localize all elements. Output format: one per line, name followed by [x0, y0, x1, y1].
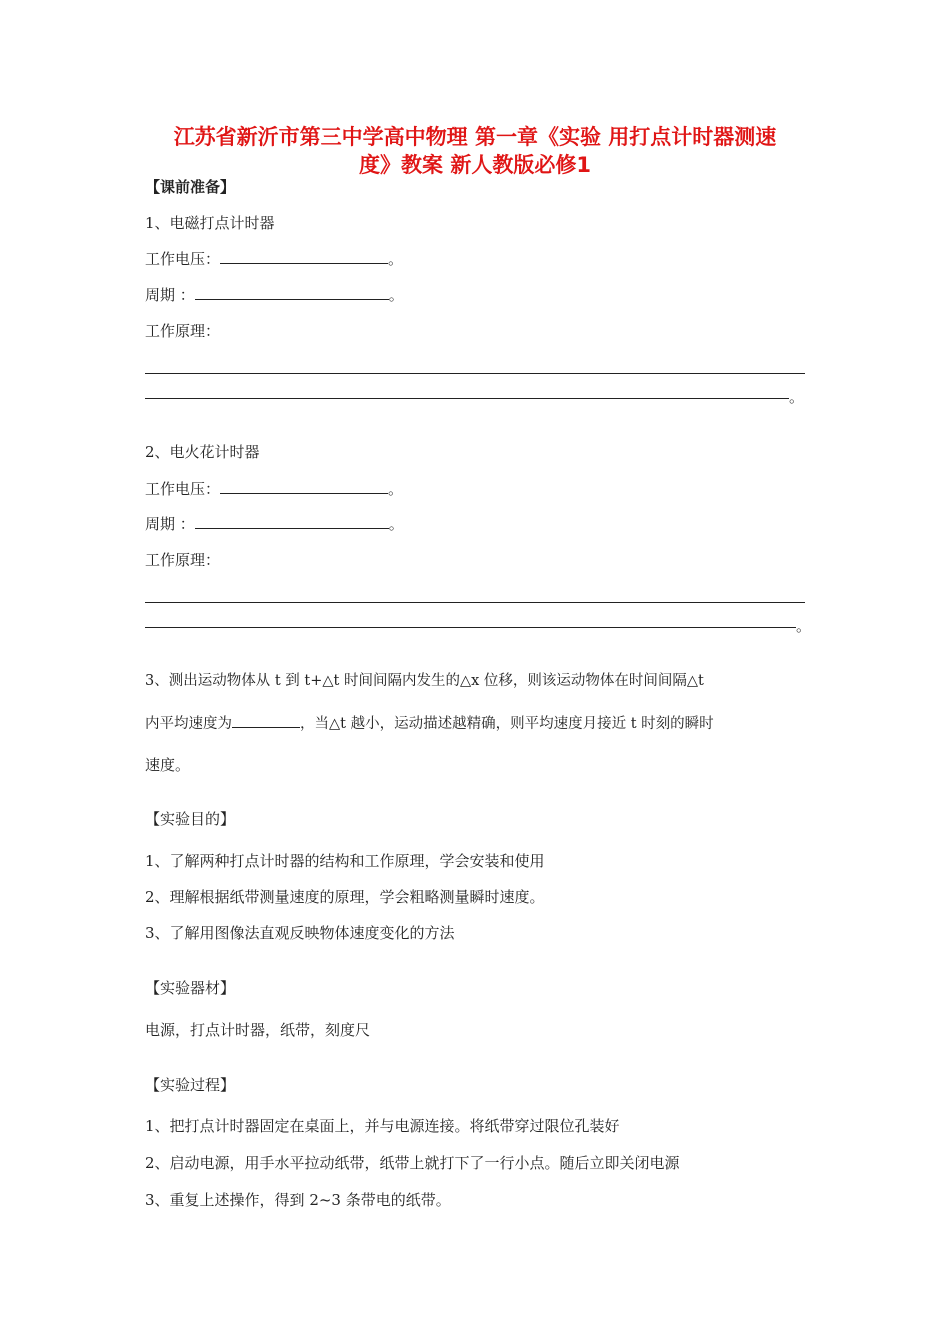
item2-voltage-end: 。 — [388, 480, 404, 498]
equipment-heading: 【实验器材】 — [145, 979, 236, 997]
item1-period-row — [145, 284, 404, 306]
document-title-line-2: 度》教案 新人教版必修1 — [359, 153, 591, 177]
item2-voltage-label: 工作电压： — [145, 480, 221, 498]
item1-voltage-row — [145, 248, 403, 270]
average-velocity-blank[interactable] — [232, 713, 300, 728]
purpose-heading: 【实验目的】 — [145, 810, 236, 828]
item3-line-2-before: 内平均速度为 — [145, 716, 232, 732]
item2-principle-blank-2[interactable] — [145, 627, 796, 628]
item2-name: 2、电火花计时器 — [145, 443, 260, 461]
item1-voltage-label: 工作电压： — [145, 250, 221, 268]
item2-principle-blank-1[interactable] — [145, 602, 805, 603]
item1-period-blank[interactable] — [195, 285, 389, 300]
item2-period-label: 周期 ： — [145, 515, 195, 533]
process-heading: 【实验过程】 — [145, 1076, 236, 1094]
purpose-item-3: 3、了解用图像法直观反映物体速度变化的方法 — [145, 924, 455, 942]
item2-period-end: 。 — [388, 515, 404, 533]
item1-voltage-blank[interactable] — [220, 249, 388, 264]
item2-period-row — [145, 513, 404, 535]
item1-principle-label: 工作原理： — [145, 322, 221, 340]
item1-period-label: 周期 ： — [145, 286, 195, 304]
item1-principle-blank-2[interactable] — [145, 398, 789, 399]
item2-voltage-blank[interactable] — [220, 479, 388, 494]
item2-principle-label: 工作原理： — [145, 551, 221, 569]
item1-name: 1、电磁打点计时器 — [145, 214, 275, 232]
item1-period-end: 。 — [388, 286, 404, 304]
item3-line-2-after: ，当△t 越小，运动描述越精确，则平均速度月接近 t 时刻的瞬时 — [300, 716, 714, 732]
item3-line-1: 3、测出运动物体从 t 到 t+△t 时间间隔内发生的△x 位移，则该运动物体在时间间隔△t — [145, 673, 704, 689]
item2-period-blank[interactable] — [195, 514, 389, 529]
prep-heading: 【课前准备】 — [145, 178, 236, 196]
purpose-item-2: 2、理解根据纸带测量速度的原理，学会粗略测量瞬时速度。 — [145, 888, 545, 906]
item1-principle-end: 。 — [789, 388, 805, 406]
item2-voltage-row — [145, 478, 403, 500]
process-item-1: 1、把打点计时器固定在桌面上，并与电源连接。将纸带穿过限位孔装好 — [145, 1117, 620, 1135]
purpose-item-1: 1、了解两种打点计时器的结构和工作原理，学会安装和使用 — [145, 852, 545, 870]
item2-principle-end: 。 — [796, 617, 812, 635]
process-item-2: 2、启动电源，用手水平拉动纸带，纸带上就打下了一行小点。随后立即关闭电源 — [145, 1154, 680, 1172]
item1-voltage-end: 。 — [388, 250, 404, 268]
document-title-line-1: 江苏省新沂市第三中学高中物理 第一章《实验 用打点计时器测速 — [173, 125, 777, 149]
item3-line-3: 速度。 — [145, 756, 191, 774]
process-item-3: 3、重复上述操作，得到 2~3 条带电的纸带。 — [145, 1191, 451, 1209]
item1-principle-blank-1[interactable] — [145, 373, 805, 374]
equipment-text: 电源，打点计时器，纸带，刻度尺 — [145, 1021, 371, 1039]
item3-line-2 — [145, 713, 714, 735]
